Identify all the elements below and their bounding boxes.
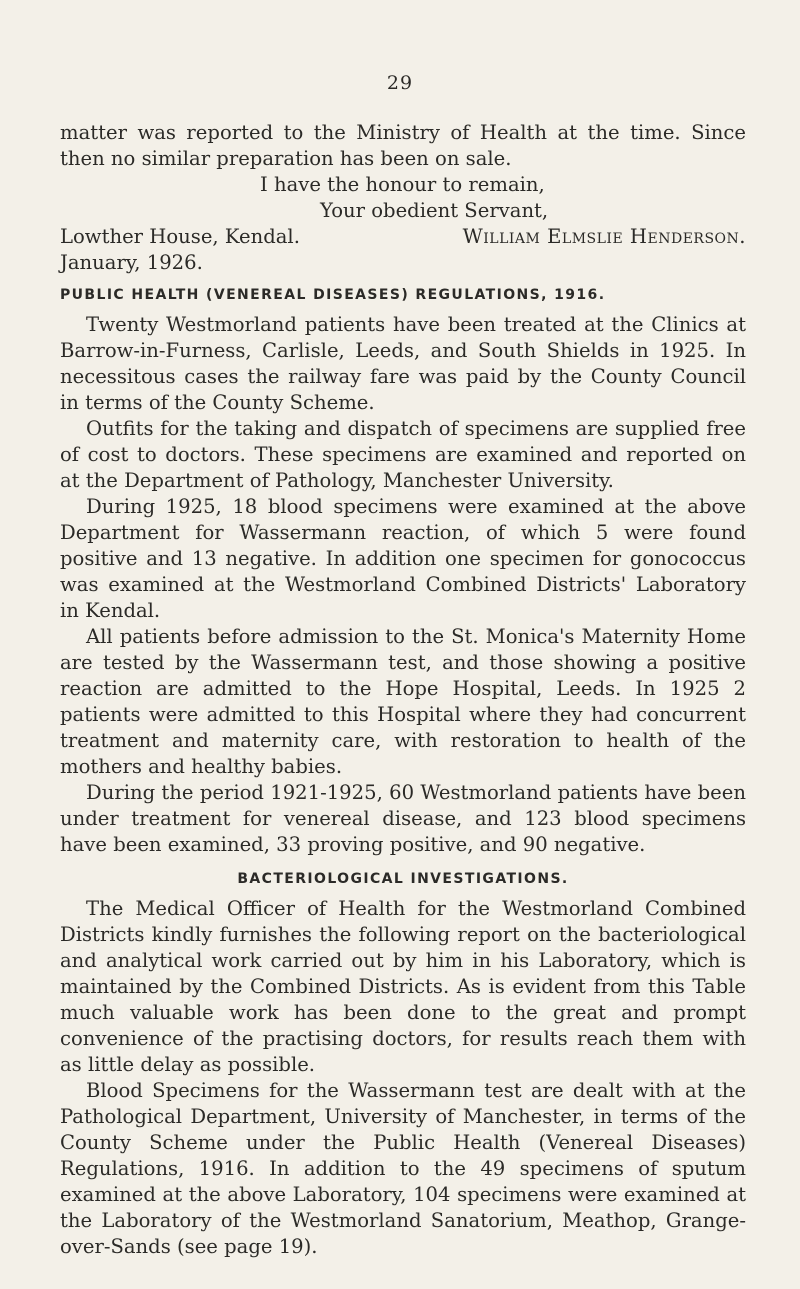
section-heading: PUBLIC HEALTH (VENEREAL DISEASES) REGULATIONS, 1916. — [60, 287, 606, 303]
document-body — [60, 120, 746, 1260]
paragraph: All patients before admission to the St. Monica's Maternity Home are tested by the Wassermann test, and those showing a positive reaction are admitted to the Hope Hospital, Leeds. In 1925 2 patients were admitted to this Hospital where they had concurrent treatment and maternity care, with restoration to health of the mothers and healthy babies. — [60, 625, 746, 778]
paragraph: During 1925, 18 blood specimens were examined at the above Department for Wassermann reaction, of which 5 were found positive and 13 negative. In addition one specimen for gonococcus was examined at the Westmorland Combined Districts' Laboratory in Kendal. — [60, 495, 746, 622]
paragraph: Blood Specimens for the Wassermann test are dealt with at the Pathological Department, University of Manchester, in terms of the County Scheme under the Public Health (Venereal Diseases) Regulations, 1916. In addition to the 49 specimens of sputum examined at the above Laboratory, 104 specimens were examined at the Laboratory of the Westmorland Sanatorium, Meathop, Grange-over-Sands (see page 19). — [60, 1079, 746, 1258]
address: Lowther House, Kendal. — [60, 225, 300, 248]
section-heading: BACTERIOLOGICAL INVESTIGATIONS. — [237, 871, 569, 887]
opening-paragraph: matter was reported to the Ministry of Health at the time. Since then no similar preparation has been on sale. — [60, 121, 746, 170]
paragraph: Outfits for the taking and dispatch of specimens are supplied free of cost to doctors. These specimens are examined and reported on at the Department of Pathology, Manchester University. — [60, 417, 746, 492]
signature: William Elmslie Henderson. — [462, 225, 746, 248]
letter-date: January, 1926. — [60, 251, 203, 274]
closing-line: Your obedient Servant, — [320, 199, 549, 222]
closing-line: I have the honour to remain, — [260, 173, 545, 196]
paragraph: Twenty Westmorland patients have been treated at the Clinics at Barrow-in-Furness, Carlisle, Leeds, and South Shields in 1925. In necessitous cases the railway fare was paid by the County Council in terms of the County Scheme. — [60, 313, 746, 414]
signature-row — [60, 224, 746, 250]
paragraph: During the period 1921-1925, 60 Westmorland patients have been under treatment for venereal disease, and 123 blood specimens have been examined, 33 proving positive, and 90 negative. — [60, 781, 746, 856]
paragraph: The Medical Officer of Health for the Westmorland Combined Districts kindly furnishes the following report on the bacteriological and analytical work carried out by him in his Laboratory, which is maintained by the Combined Districts. As is evident from this Table much valuable work has been done to the great and prompt convenience of the practising doctors, for results reach them with as little delay as possible. — [60, 897, 746, 1076]
page-number: 29 — [386, 72, 414, 94]
